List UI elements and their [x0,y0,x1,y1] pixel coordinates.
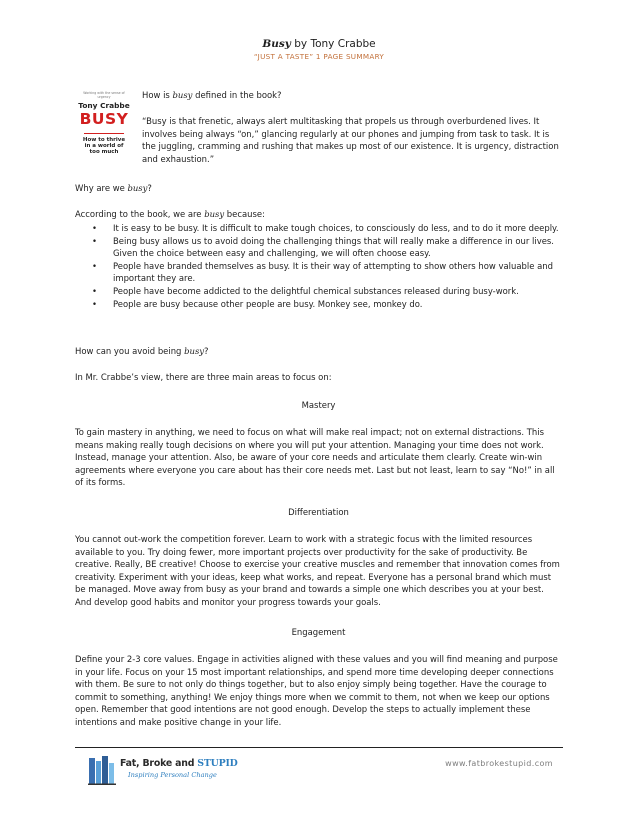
footer-divider [75,747,563,748]
cover-subtitle-line: How to thrive [82,137,126,143]
reasons-intro: According to the book, we are busy because: [75,209,265,219]
list-item: • It is easy to be busy. It is difficult to make tough choices, to consciously do less, and to do it more deeply. [75,222,562,235]
document-subtitle: “JUST A TASTE” 1 PAGE SUMMARY [253,52,385,61]
list-item: • People are busy because other people are busy. Monkey see, monkey do. [75,298,562,311]
definition-quote: “Busy is that frenetic, always alert multitasking that propels us through overburdened lives. It involves being always “on,” glancing regularly at our phones and jumping from task to task. It is the juggling, cramming and rushing that makes up most of our existence. It is urgency, distraction and exhaustion.” [142,116,559,164]
question-why: Why are we busy? [75,183,152,193]
section-body-mastery: To gain mastery in anything, we need to focus on what will make real impact; not on external distractions. This means making really tough decisions on where you will put your attention. Managing your time does not work. Instead, manage your attention. Also, be aware of your core needs and articulate them clearly. Create win-win agreements where everyone you care about has their core needs met. Last but not least, learn to say “No!” in all of its forms. [75,427,555,488]
section-body-differentiation: You cannot out-work the competition forever. Learn to work with a strategic focus with the limited resources available to you. Try doing fewer, more important projects over productivity for the sake of productivity. Be creative. Really, BE creative! Choose to exercise your creative muscles and remember that innovation comes from creativity. Experiment with your ideas, keep what works, and repeat. Everyone has a personal brand which must be managed. Move away from busy as your brand and towards a simple one which describes you at your best. And develop good habits and monitor your progress towards your goals. [75,534,560,607]
logo-tagline: Inspiring Personal Change [128,771,217,779]
cover-divider [84,133,124,134]
footer-website-link[interactable]: www.fatbrokestupid.com [445,759,553,768]
question-avoid: How can you avoid being busy? [75,346,209,356]
section-heading-differentiation: Differentiation [288,507,349,517]
section-body-engagement: Define your 2-3 core values. Engage in activities aligned with these values and you will find meaning and purpose in your life. Focus on your 15 most important relationships, and spend more time developing deeper connections with them. Be sure to not only do things together, but to also enjoy simply being together. Have the courage to commit to something, anything! We enjoy things more when we commit to them, not when we keep our options open. Remember that good intentions are not good enough. Develop the steps to actually implement these intentions and make positive change in your life. [75,654,558,727]
cover-subtitle-line: in a world of [84,143,124,150]
document-header [0,37,638,62]
question-definition: How is busy defined in the book? [142,90,282,100]
section-heading-mastery: Mastery [301,400,336,410]
book-author: by Tony Crabbe [290,38,376,50]
list-item: • People have branded themselves as busy. It is their way of attempting to show others how valuable and important they are. [75,260,562,285]
book-title: Busy [262,38,291,50]
books-icon [88,755,116,785]
areas-intro: In Mr. Crabbe’s view, there are three main areas to focus on: [75,372,332,382]
cover-subtitle-line: too much [89,149,119,156]
document-title [0,37,638,51]
cover-tagline: Working with the sense of urgency [83,91,125,99]
logo-wordmark: Fat, Broke and STUPID [120,758,238,769]
reasons-list [75,222,562,310]
cover-author: Tony Crabbe [78,101,130,110]
book-cover-image [77,87,131,167]
list-item: • People have become addicted to the delightful chemical substances released during busy-work. [75,285,562,298]
cover-title: BUSY [79,110,129,128]
list-item: • Being busy allows us to avoid doing the challenging things that will really make a difference in our lives. Given the choice between easy and challenging, we will often choose easy. [75,235,562,260]
section-heading-engagement: Engagement [291,627,346,637]
footer-logo [88,755,238,785]
